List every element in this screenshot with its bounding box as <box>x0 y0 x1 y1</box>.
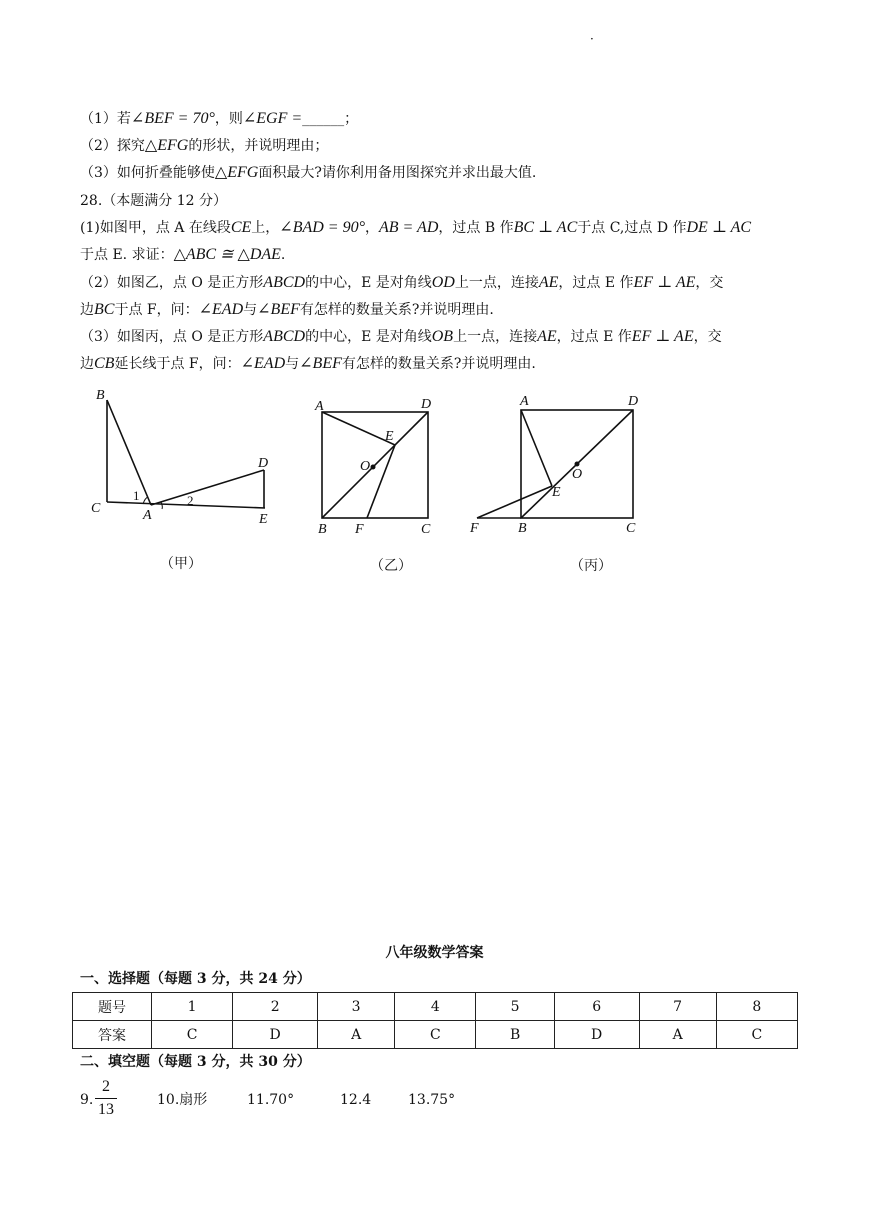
fraction-denominator: 13 <box>98 1101 114 1118</box>
fill-answer-13: 13.75° <box>408 1092 456 1108</box>
q28-p1-text-i: 于点 C,过点 D 作 <box>577 220 687 236</box>
q27-item-3-text: 如何折叠能够使 <box>116 165 215 181</box>
q27-item-3-math: △EFG <box>214 164 259 181</box>
q27-item-3 <box>80 164 536 182</box>
figure-jia <box>85 385 285 535</box>
q28-p2-text-i: ，交 <box>695 275 724 291</box>
q28-p1-math-de-ac: DE ⊥ AC <box>686 219 752 236</box>
q28-p2-text-l: 于点 F，问： <box>114 302 199 318</box>
answer-table-cell: C <box>716 1021 797 1049</box>
q28-p2-text-g: ，过点 E 作 <box>558 275 634 291</box>
q28-p2-text-c: 的中心，E 是对角线 <box>305 275 432 291</box>
fig-yi-label-e: E <box>385 429 394 444</box>
q28-p3-text-j: 边 <box>80 356 94 372</box>
fig-yi-label-o: O <box>360 459 371 474</box>
fig-yi-label-d: D <box>421 397 432 412</box>
fill-answer-10: 10.扇形 <box>157 1092 208 1108</box>
q28-p3-text-n: 与 <box>285 356 300 372</box>
fig-jia-line-ad <box>151 470 264 505</box>
fraction-numerator: 2 <box>102 1078 110 1095</box>
q27-item-1-end: ； <box>344 111 359 127</box>
q28-p1-text-a: (1)如图甲，点 A 在线段 <box>80 220 231 236</box>
fig-jia-label-1: 1 <box>133 488 140 503</box>
q28-p3-math-ead: ∠EAD <box>240 355 286 372</box>
q28-part-1-line-2 <box>80 246 285 264</box>
fig-jia-label-d: D <box>258 456 269 471</box>
answer-table-cell: B <box>476 1021 554 1049</box>
q27-item-3-text-2: 面积最大?请你利用备用图探究并求出最大值. <box>258 165 537 181</box>
fig-bing-label-a: A <box>520 394 529 409</box>
q28-p1-math-bc-ac: BC ⊥ AC <box>513 219 578 236</box>
answer-table-cell: A <box>318 1021 395 1049</box>
fig-jia-label-a: A <box>143 508 152 523</box>
answer-table <box>72 992 798 1049</box>
figure-jia-caption: （甲） <box>160 556 202 572</box>
q27-item-1-text-2: ，则 <box>214 111 243 127</box>
fig-bing-label-f: F <box>470 521 479 536</box>
q28-p1-text-g: ，过点 B 作 <box>438 220 514 236</box>
answer-table-cell: 3 <box>318 993 395 1021</box>
q28-p2-text-j: 边 <box>80 302 94 318</box>
q28-p2-text-e: 上一点，连接 <box>454 275 539 291</box>
q28-p3-math-cb: CB <box>94 355 115 372</box>
q28-p1-math-congruent: △ABC ≅ △DAE <box>173 246 281 263</box>
q28-p2-text-n: 与 <box>243 302 258 318</box>
q28-part-3-line-2 <box>80 355 536 373</box>
figure-bing <box>465 388 645 540</box>
answer-table-row-numbers <box>73 993 798 1021</box>
fig-yi-label-c: C <box>421 522 431 537</box>
fig-bing-label-o: O <box>572 467 583 482</box>
answer-table-cell: 8 <box>716 993 797 1021</box>
q27-item-1-blank: ______ <box>302 111 345 127</box>
q28-part-2-line-2 <box>80 301 494 319</box>
q27-item-1 <box>80 110 358 128</box>
q27-item-1-math-2: ∠EGF = <box>242 110 303 127</box>
q28-p2-math-ae: AE <box>538 274 559 291</box>
fig-bing-label-b: B <box>518 521 527 536</box>
answer-table-cell: 5 <box>476 993 554 1021</box>
page-dot: · <box>590 32 594 46</box>
q28-p2-math-od: OD <box>431 274 455 291</box>
q28-part-3-line-1 <box>80 328 722 346</box>
answer-table-cell: 7 <box>639 993 716 1021</box>
q27-item-1-num: （1） <box>80 111 117 127</box>
q28-p2-text-p: 有怎样的数量关系?并说明理由. <box>299 302 494 318</box>
q27-item-1-text: 若 <box>116 111 131 127</box>
figure-bing-caption: （丙） <box>570 558 612 574</box>
answer-table-cell: C <box>395 1021 476 1049</box>
answer-table-cell: D <box>554 1021 639 1049</box>
q28-p1-text-e: ， <box>365 220 379 236</box>
q28-p3-text-a: （3）如图丙，点 O 是正方形 <box>80 329 264 345</box>
q28-p2-math-ef-ae: EF ⊥ AE <box>633 274 696 291</box>
fraction-bar <box>95 1098 117 1099</box>
q28-p3-text-i: ，交 <box>693 329 722 345</box>
figure-yi-caption: （乙） <box>370 558 412 574</box>
q28-p1-text-c: 上， <box>251 220 280 236</box>
fig-bing-line-ae <box>521 410 552 486</box>
q27-item-2-text-2: 的形状，并说明理由； <box>188 138 329 154</box>
q28-p3-text-g: ，过点 E 作 <box>556 329 632 345</box>
fig-jia-angle-2-arc <box>161 502 162 509</box>
fig-bing-center-point <box>575 462 580 467</box>
q28-p3-text-c: 的中心，E 是对角线 <box>305 329 432 345</box>
fig-jia-label-e: E <box>259 512 268 527</box>
fig-yi-label-f: F <box>355 522 364 537</box>
q28-p2-text-a: （2）如图乙，点 O 是正方形 <box>80 275 264 291</box>
q27-item-2-math: △EFG <box>144 137 189 154</box>
answer-table-cell: D <box>233 1021 318 1049</box>
q28-p1-math-ce: CE <box>230 219 252 236</box>
figure-yi <box>305 390 445 540</box>
answer-table-cell: 1 <box>152 993 233 1021</box>
fig-yi-diagonal-bd <box>322 412 428 518</box>
q27-item-2 <box>80 137 328 155</box>
q28-p1-math-bad: ∠BAD = 90° <box>279 219 365 236</box>
answers-title: 八年级数学答案 <box>385 945 484 961</box>
fig-jia-label-c: C <box>91 501 101 516</box>
fig-jia-label-b: B <box>96 388 105 403</box>
q27-item-2-text: 探究 <box>116 138 145 154</box>
fig-yi-label-b: B <box>318 522 327 537</box>
q27-item-3-num: （3） <box>80 165 117 181</box>
answers-section-2-heading: 二、填空题（每题 3 分，共 30 分） <box>80 1054 311 1070</box>
fig-yi-label-a: A <box>315 399 324 414</box>
q28-p3-text-e: 上一点，连接 <box>453 329 538 345</box>
fill-answer-9-fraction <box>95 1078 117 1119</box>
answer-table-cell: 6 <box>554 993 639 1021</box>
q28-p1-math-ab-ad: AB = AD <box>379 219 439 236</box>
q28-p1-text-m: . <box>280 247 286 263</box>
fig-bing-label-c: C <box>626 521 636 536</box>
q28-part-2-line-1 <box>80 274 723 292</box>
q28-p3-text-p: 有怎样的数量关系?并说明理由. <box>341 356 536 372</box>
answers-section-1-heading: 一、选择题（每题 3 分，共 24 分） <box>80 971 311 987</box>
q28-p2-math-bc: BC <box>94 301 115 318</box>
answer-table-cell: A <box>639 1021 716 1049</box>
fig-bing-label-e: E <box>552 485 561 500</box>
answer-table-cell: 4 <box>395 993 476 1021</box>
fig-yi-center-point <box>371 465 376 470</box>
fig-bing-line-ef <box>477 486 552 518</box>
answer-table-header-answer: 答案 <box>73 1021 152 1049</box>
q28-p3-math-ef-ae: EF ⊥ AE <box>631 328 694 345</box>
q28-p2-math-bef: ∠BEF <box>257 301 300 318</box>
answer-table-header-number: 题号 <box>73 993 152 1021</box>
q28-part-1-line-1 <box>80 219 751 237</box>
fill-answer-11: 11.70° <box>247 1092 295 1108</box>
q28-p3-text-l: 延长线于点 F，问： <box>114 356 241 372</box>
q28-p1-text-k: 于点 E. 求证： <box>80 247 174 263</box>
fig-jia-label-2: 2 <box>187 493 194 508</box>
q28-p3-math-bef: ∠BEF <box>299 355 342 372</box>
q28-p3-math-ae: AE <box>537 328 557 345</box>
fill-answer-9-label: 9. <box>80 1092 94 1108</box>
q28-p3-math-abcd: ABCD <box>263 328 306 345</box>
answer-table-cell: 2 <box>233 993 318 1021</box>
fig-jia-line-ce <box>107 502 265 508</box>
fig-yi-line-ef <box>367 445 395 518</box>
q28-p2-math-ead: ∠EAD <box>198 301 244 318</box>
q28-p2-math-abcd: ABCD <box>263 274 306 291</box>
q28-p3-math-ob: OB <box>431 328 454 345</box>
q27-item-1-math-1: ∠BEF = 70° <box>130 110 215 127</box>
answer-table-cell: C <box>152 1021 233 1049</box>
q28-title: 28.（本题满分 12 分） <box>80 193 227 209</box>
fig-jia-line-ba <box>107 400 151 505</box>
fig-bing-label-d: D <box>628 394 639 409</box>
answer-table-row-answers <box>73 1021 798 1049</box>
fill-answer-12: 12.4 <box>340 1092 372 1108</box>
q27-item-2-num: （2） <box>80 138 117 154</box>
